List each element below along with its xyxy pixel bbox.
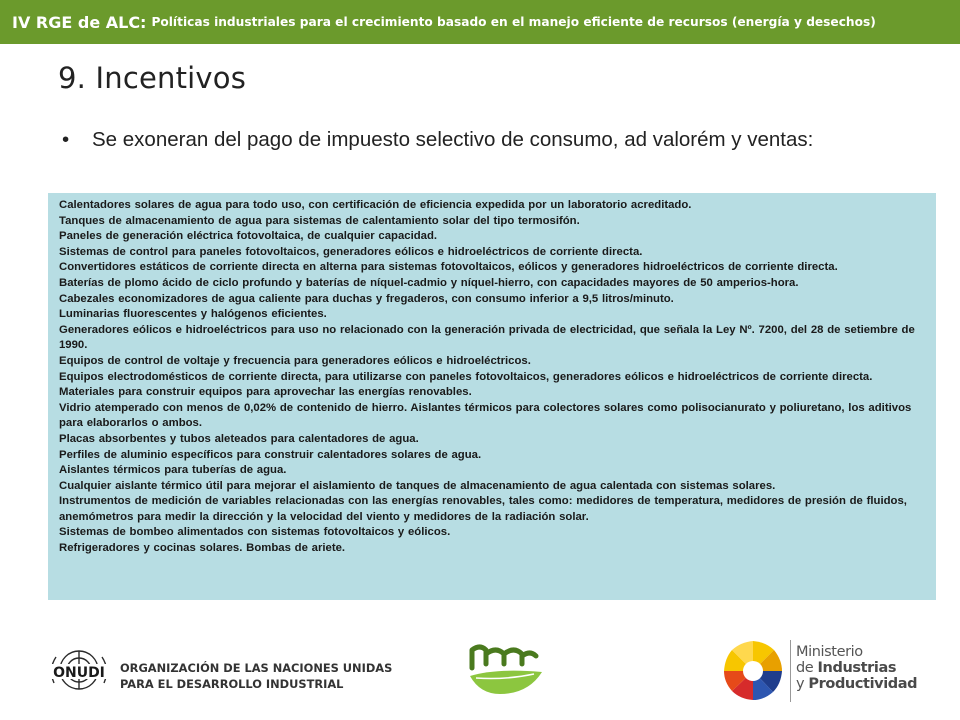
list-item: Vidrio atemperado con menos de 0,02% de contenido de hierro. Aislantes térmicos para colectores solares como polisocianurato y poliuretano, los aditivos para elaborarlos o ambos.	[59, 401, 912, 430]
ministry-line-1: Ministerio	[796, 644, 863, 660]
list-item: Cabezales economizadores de agua caliente para duchas y fregaderos, con consumo inferior a 9,5 litros/minuto.	[59, 292, 674, 305]
ministry-line-2: de Industrias	[796, 660, 897, 676]
list-item: Paneles de generación eléctrica fotovoltaica, de cualquier capacidad.	[59, 230, 438, 243]
list-item: Sistemas de control para paneles fotovoltaicos, generadores eólicos e hidroeléctricos de corriente directa.	[59, 245, 643, 258]
onudi-name	[120, 660, 392, 692]
list-item: Cualquier aislante térmico útil para mejorar el aislamiento de tanques de almacenamiento de agua calentada con sistemas solares.	[59, 479, 776, 492]
ministry-name	[796, 644, 917, 692]
list-item: Equipos electrodomésticos de corriente directa, para utilizarse con paneles fotovoltaicos, generadores eólicos e hidroeléctricos de corriente directa.	[59, 370, 873, 383]
list-item: Luminarias fluorescentes y halógenos eficientes.	[59, 308, 327, 321]
list-item: Refrigeradores y cocinas solares. Bombas de ariete.	[59, 542, 346, 555]
ministry-sun-logo-icon	[720, 638, 786, 704]
list-item: Materiales para construir equipos para aprovechar las energías renovables.	[59, 386, 472, 399]
list-item: Convertidores estáticos de corriente directa en alterna para sistemas fotovoltaicos, eólicos y generadores hidroeléctricos de corriente directa.	[59, 261, 838, 274]
list-item: Placas absorbentes y tubos aleteados para calentadores de agua.	[59, 432, 419, 445]
list-item: Sistemas de bombeo alimentados con sistemas fotovoltaicos y eólicos.	[59, 526, 451, 539]
list-item: Aislantes térmicos para tuberías de agua.	[59, 464, 287, 477]
exemption-list	[59, 198, 926, 557]
list-item: Generadores eólicos e hidroeléctricos para uso no relacionado con la generación privada de electricidad, que señala la Ley Nº. 7200, del 28 de setiembre de 1990.	[59, 323, 915, 352]
bullet-icon: •	[62, 128, 70, 151]
leaf-logo-icon	[466, 642, 546, 700]
bullet-point	[62, 127, 882, 153]
header-subtitle: Políticas industriales para el crecimiento basado en el manejo eficiente de recursos (energía y desechos)	[151, 15, 876, 29]
onudi-line-1: ORGANIZACIÓN DE LAS NACIONES UNIDAS	[120, 661, 393, 675]
ministry-divider	[790, 640, 791, 702]
list-item: Perfiles de aluminio específicos para construir calentadores solares de agua.	[59, 448, 482, 461]
onudi-logo-icon	[44, 647, 114, 699]
header-title: IV RGE de ALC:	[12, 12, 147, 32]
list-item: Tanques de almacenamiento de agua para sistemas de calentamiento solar del tipo termosifón.	[59, 214, 580, 227]
bullet-text: Se exoneran del pago de impuesto selectivo de consumo, ad valorém y ventas:	[92, 128, 814, 151]
list-item: Equipos de control de voltaje y frecuencia para generadores eólicos e hidroeléctricos.	[59, 354, 531, 367]
list-item: Instrumentos de medición de variables relacionadas con las energías renovables, tales como: medidores de temperatura, medidores de presión de fluidos, anemómetros para medir la dirección y la velocidad del viento y medidores de la radiación solar.	[59, 495, 907, 523]
list-item: Calentadores solares de agua para todo uso, con certificación de eficiencia expedida por un laboratorio acreditado.	[59, 199, 692, 211]
header-bar	[0, 0, 960, 44]
list-item: Baterías de plomo ácido de ciclo profundo y baterías de níquel-cadmio y níquel-hierro, con capacidades mayores de 50 amperios-hora.	[59, 276, 799, 289]
onudi-line-2: PARA EL DESARROLLO INDUSTRIAL	[120, 677, 344, 691]
page-title: 9. Incentivos	[58, 61, 247, 95]
onudi-logo-text: ONUDI	[53, 665, 105, 681]
ministry-line-3: y Productividad	[796, 676, 918, 692]
exemption-list-panel	[48, 193, 936, 600]
